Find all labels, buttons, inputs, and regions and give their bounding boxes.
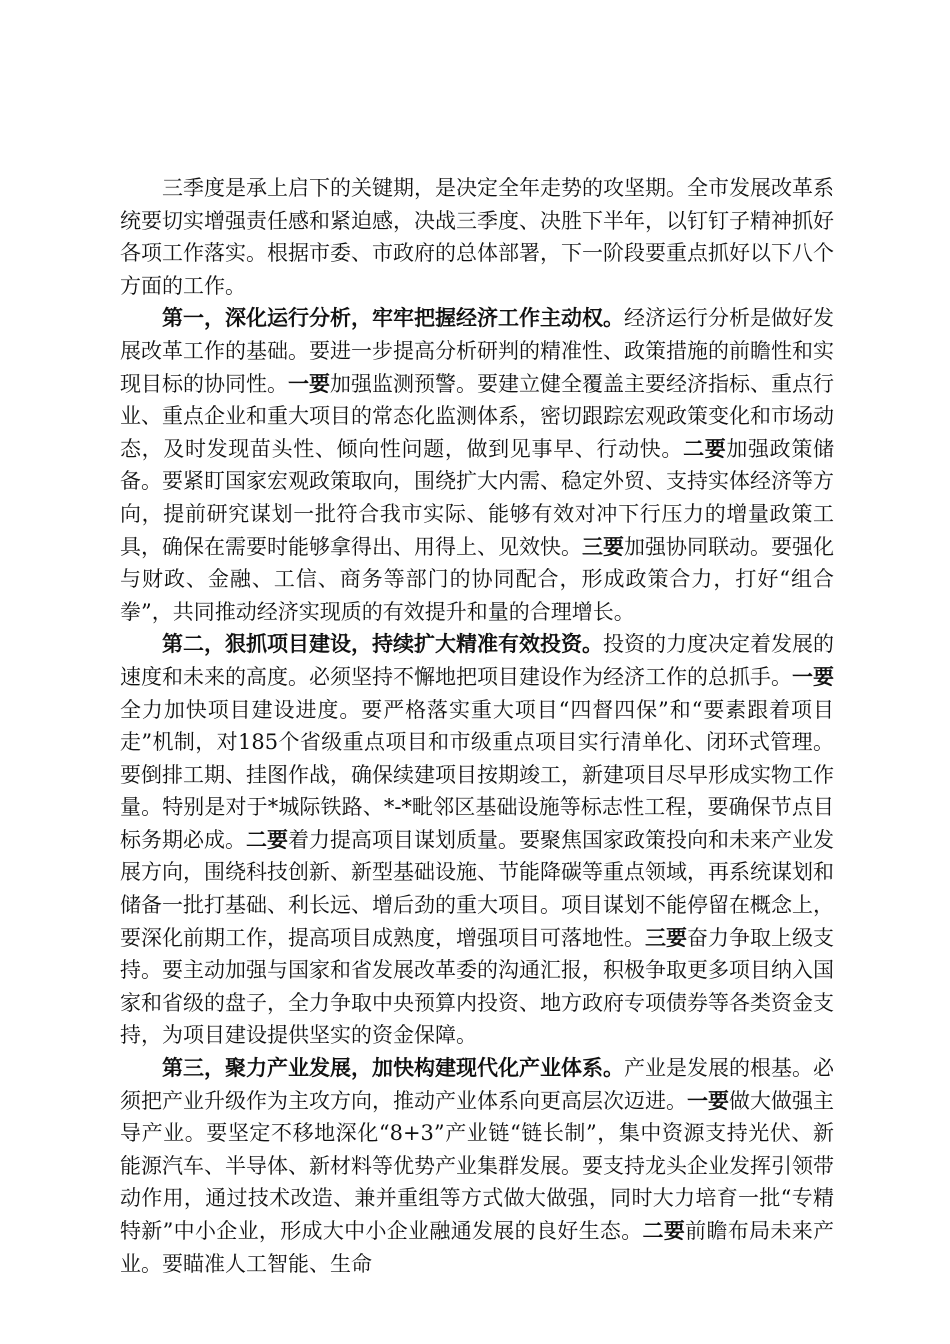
section-1-lead: 经济运行分析是做好发展改革工作的基础。要进一步提高分析研判的精准性、政策措施的前瞻性和实现目标的协同性。 [120, 306, 834, 396]
section-1-item-1-text: 加强监测预警。要建立健全覆盖主要经济指标、重点行业、重点企业和重大项目的常态化监测体系，密切跟踪宏观政策变化和市场动态，及时发现苗头性、倾向性问题，做到见事早、行动快。 [120, 371, 834, 461]
section-2-item-1-text: 全力加快项目建设进度。要严格落实重大项目“四督四保”和“要素跟着项目走”机制，对185个省级重点项目和市级重点项目实行清单化、闭环式管理。要倒排工期、挂图作战，确保续建项目按期竣工，新建项目尽早形成实物工作量。特别是对于*城际铁路、*-*毗邻区基础设施等标志性工程，要确保节点目标务期必成。 [120, 697, 834, 852]
document-body [120, 172, 834, 1280]
section-3-lead: 产业是发展的根基。必须把产业升级作为主攻方向，推动产业体系向更高层次迈进。 [120, 1056, 834, 1113]
intro-paragraph: 三季度是承上启下的关键期，是决定全年走势的攻坚期。全市发展改革系统要切实增强责任感和紧迫感，决战三季度、决胜下半年，以钉钉子精神抓好各项工作落实。根据市委、市政府的总体部署，下一阶段要重点抓好以下八个方面的工作。 [120, 176, 834, 298]
section-1-item-2-text: 加强政策储备。要紧盯国家宏观政策取向，围绕扩大内需、稳定外贸、支持实体经济等方向，提前研究谋划一批符合我市实际、能够有效对冲下行压力的增量政策工具，确保在需要时能够拿得出、用得上、见效快。 [120, 436, 834, 559]
section-1-paragraph [120, 302, 834, 628]
section-2-item-1-label: 一要 [792, 663, 834, 689]
section-1-item-3-text: 加强协同联动。要强化与财政、金融、工信、商务等部门的协同配合，形成政策合力，打好“组合拳”，共同推动经济实现质的有效提升和量的合理增长。 [120, 534, 834, 624]
section-1-item-3-label: 三要 [582, 533, 624, 559]
section-3-item-1-label: 一要 [687, 1087, 729, 1113]
section-1-heading: 第一，深化运行分析，牢牢把握经济工作主动权。 [162, 305, 624, 331]
section-3-item-1-text: 做大做强主导产业。要坚定不移地深化“8+3”产业链“链长制”，集中资源支持光伏、新能源汽车、半导体、新材料等优势产业集群发展。要支持龙头企业发挥引领带动作用，通过技术改造、兼并重组等方式做大做强，同时大力培育一批“专精特新”中小企业，形成大中小企业融通发展的良好生态。 [120, 1088, 834, 1243]
section-2-heading: 第二，狠抓项目建设，持续扩大精准有效投资。 [162, 631, 603, 657]
section-2-item-3-label: 三要 [645, 924, 687, 950]
section-2-item-2-text: 着力提高项目谋划质量。要聚焦国家政策投向和未来产业发展方向，围绕科技创新、新型基础设施、节能降碳等重点领域，再系统谋划和储备一批打基础、利长远、增后劲的重大项目。项目谋划不能停留在概念上，要深化前期工作，提高项目成熟度，增强项目可落地性。 [120, 827, 834, 950]
section-2-item-3-text: 奋力争取上级支持。要主动加强与国家和省发展改革委的沟通汇报，积极争取更多项目纳入国家和省级的盘子，全力争取中央预算内投资、地方政府专项债券等各类资金支持，为项目建设提供坚实的资金保障。 [120, 925, 834, 1048]
section-3-paragraph [120, 1052, 834, 1280]
section-2-paragraph [120, 628, 834, 1052]
section-3-heading: 第三，聚力产业发展，加快构建现代化产业体系。 [162, 1055, 624, 1081]
section-3-item-2-text: 前瞻布局未来产业。要瞄准人工智能、生命 [120, 1219, 835, 1276]
section-2-lead: 投资的力度决定着发展的速度和未来的高度。必须坚持不懈地把项目建设作为经济工作的总抓手。 [120, 632, 834, 689]
section-2-item-2-label: 二要 [246, 826, 288, 852]
section-1-item-2-label: 二要 [683, 435, 727, 461]
section-1-item-1-label: 一要 [288, 370, 330, 396]
section-3-item-2-label: 二要 [642, 1218, 686, 1243]
